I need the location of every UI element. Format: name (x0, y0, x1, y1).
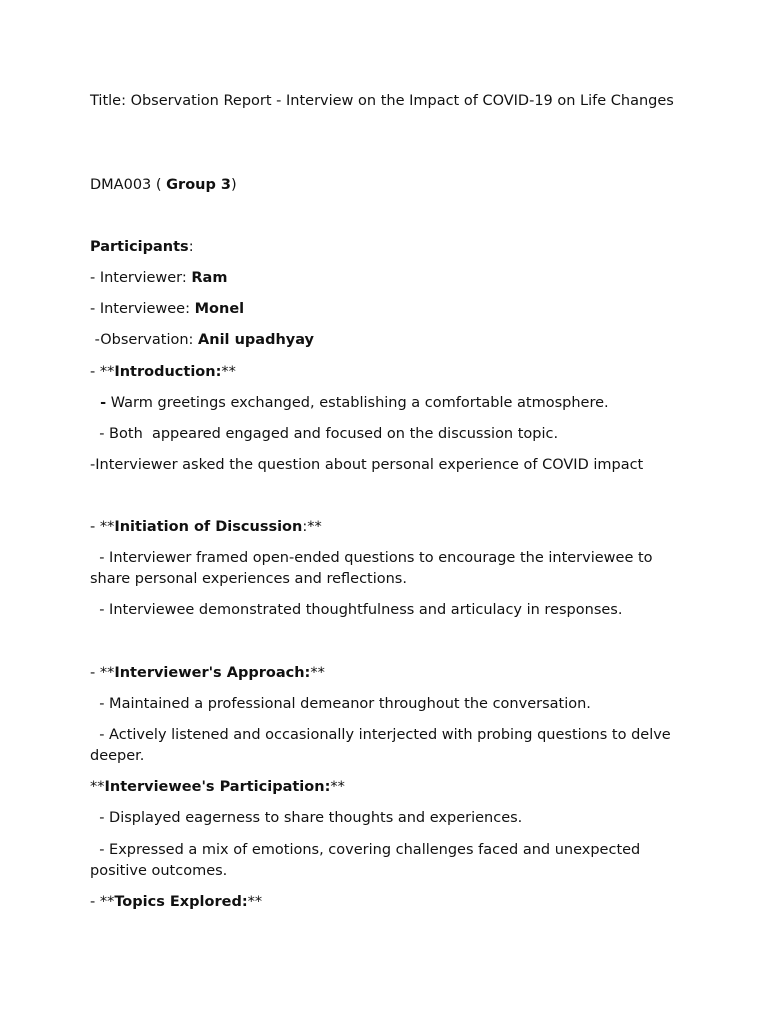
introduction-bullet-2: - Both appeared engaged and focused on the discussion topic. (90, 426, 559, 442)
initiation-heading (90, 517, 690, 538)
course-code: DMA003 ( (90, 177, 167, 193)
approach-prefix: - ** (90, 665, 115, 681)
topics-label: Topics Explored: (114, 894, 248, 910)
approach-suffix: ** (310, 665, 325, 681)
interviewer-line (90, 268, 690, 289)
observation-line (90, 330, 690, 351)
interviewer-prefix: - Interviewer: (90, 270, 192, 286)
participants-colon: : (188, 239, 194, 255)
initiation-bullet-2: - Interviewee demonstrated thoughtfulness and articulacy in responses. (90, 602, 623, 618)
participants-heading (90, 237, 690, 258)
observation-prefix: -Observation: (90, 332, 199, 348)
introduction-heading (90, 362, 690, 383)
approach-bullet-1: - Maintained a professional demeanor throughout the conversation. (90, 696, 591, 712)
approach-heading (90, 663, 690, 684)
initiation-suffix: :** (302, 519, 322, 535)
interviewee-prefix: - Interviewee: (90, 301, 195, 317)
observation-name: Anil upadhyay (198, 332, 315, 348)
introduction-prefix: - ** (90, 364, 115, 380)
course-group: Group 3 (166, 177, 232, 193)
participation-prefix: ** (90, 779, 105, 795)
participation-bullet-1: - Displayed eagerness to share thoughts and experiences. (90, 810, 523, 826)
topics-heading (90, 892, 690, 913)
topics-prefix: - ** (90, 894, 115, 910)
interviewee-line (90, 299, 690, 320)
initiation-prefix: - ** (90, 519, 115, 535)
participation-suffix: ** (330, 779, 345, 795)
participants-label: Participants (90, 239, 189, 255)
document-title: Title: Observation Report - Interview on the Impact of COVID-19 on Life Changes (90, 93, 674, 109)
introduction-label: Introduction: (114, 364, 222, 380)
introduction-bullet-1 (90, 393, 690, 414)
participation-heading (90, 777, 690, 798)
topics-suffix: ** (247, 894, 263, 910)
participation-label: Interviewee's Participation: (104, 779, 331, 795)
interviewer-name: Ram (191, 270, 228, 286)
introduction-note: -Interviewer asked the question about personal experience of COVID impact (90, 457, 644, 473)
introduction-suffix: ** (221, 364, 236, 380)
initiation-label: Initiation of Discussion (114, 519, 303, 535)
introduction-bullet-1-dash: - (90, 395, 107, 411)
initiation-bullet-1: - Interviewer framed open-ended questions to encourage the interviewee to share personal experiences and reflections. (90, 550, 658, 587)
introduction-bullet-1-text: Warm greetings exchanged, establishing a comfortable atmosphere. (106, 395, 609, 411)
course-line (90, 175, 690, 196)
course-close: ) (231, 177, 237, 193)
approach-label: Interviewer's Approach: (114, 665, 311, 681)
interviewee-name: Monel (194, 301, 245, 317)
approach-bullet-2: - Actively listened and occasionally interjected with probing questions to delve deeper. (90, 727, 676, 764)
participation-bullet-2: - Expressed a mix of emotions, covering challenges faced and unexpected positive outcomes. (90, 842, 645, 879)
